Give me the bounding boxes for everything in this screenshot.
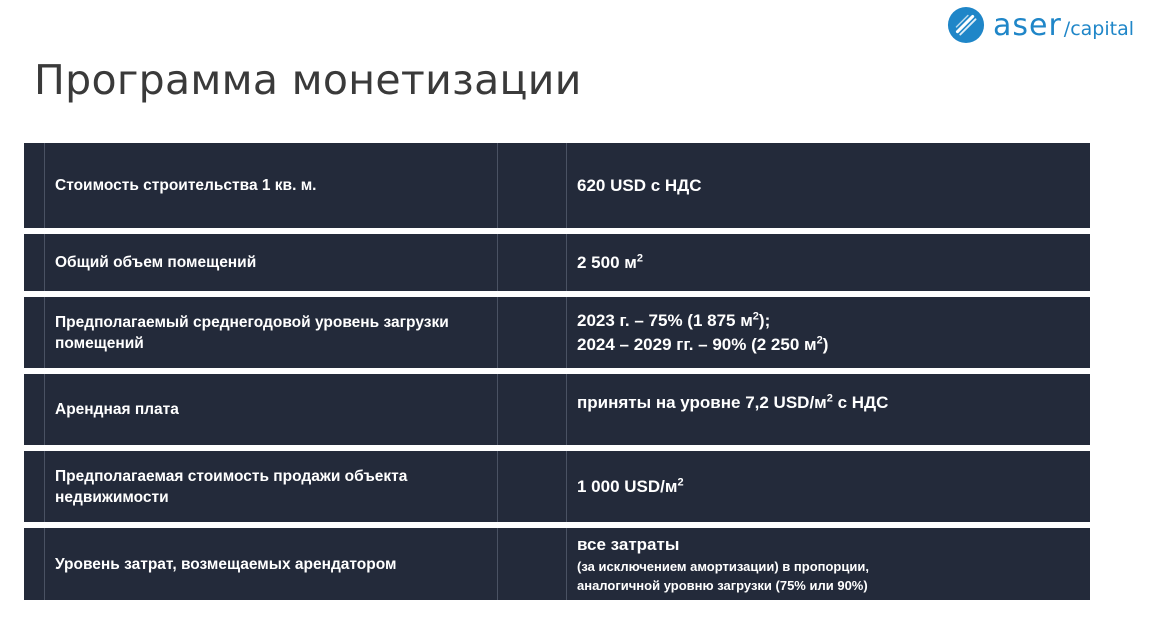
logo-text: [993, 8, 1134, 43]
row-label: Стоимость строительства 1 кв. м.: [45, 143, 498, 228]
row-spacer: [498, 451, 567, 522]
row-label: Предполагаемая стоимость продажи объекта недвижимости: [45, 451, 498, 522]
row-spacer: [498, 374, 567, 445]
area-unit-sup: 2: [826, 392, 833, 405]
logo-sub: /capital: [1063, 17, 1134, 40]
occupancy-2024-2029: [577, 333, 1090, 357]
area-unit-sup: 2: [636, 251, 643, 264]
table-row-occupancy: [24, 297, 1090, 368]
table-row-tenant-costs: [24, 528, 1090, 600]
row-label: Общий объем помещений: [45, 234, 498, 291]
rent-value-tail: с НДС: [832, 393, 889, 412]
row-value: [567, 528, 1090, 600]
row-label: Предполагаемый среднегодовой уровень загрузки помещений: [45, 297, 498, 368]
occupancy-2024-tail: ): [822, 334, 829, 354]
row-label: Арендная плата: [45, 374, 498, 445]
tenant-costs-note-2: аналогичной уровню загрузки (75% или 90%): [577, 578, 868, 593]
page-title: Программа монетизации: [34, 56, 582, 104]
row-gutter: [24, 528, 45, 600]
rent-value-text: приняты на уровне 7,2 USD/м: [577, 393, 827, 412]
construction-cost-value: 620 USD с НДС: [577, 175, 702, 195]
row-value: [567, 297, 1090, 368]
tenant-costs-value: все затраты: [577, 535, 680, 554]
row-gutter: [24, 374, 45, 445]
total-area-number: 2 500 м: [577, 252, 637, 272]
row-spacer: [498, 143, 567, 228]
total-area-value: [577, 251, 1090, 275]
rent-value: [577, 391, 1090, 415]
company-logo: [947, 6, 1134, 44]
table-row-construction-cost: [24, 143, 1090, 228]
sale-price-text: 1 000 USD/м: [577, 476, 678, 496]
table-row-rent: [24, 374, 1090, 445]
sale-price-value: [577, 475, 1090, 499]
row-value: [567, 451, 1090, 522]
row-value: [567, 143, 1090, 228]
row-label: Уровень затрат, возмещаемых арендатором: [45, 528, 498, 600]
table-row-sale-price: [24, 451, 1090, 522]
row-gutter: [24, 143, 45, 228]
row-gutter: [24, 451, 45, 522]
area-unit-sup: 2: [816, 333, 823, 346]
occupancy-2023: [577, 309, 1090, 333]
row-spacer: [498, 528, 567, 600]
area-unit-sup: 2: [752, 309, 759, 322]
tenant-costs-note-1: (за исключением амортизации) в пропорции,: [577, 559, 869, 574]
monetization-table: [24, 143, 1090, 600]
row-spacer: [498, 297, 567, 368]
occupancy-2023-tail: );: [758, 310, 771, 330]
logo-word: aser: [992, 7, 1062, 43]
occupancy-2024-text: 2024 – 2029 гг. – 90% (2 250 м: [577, 334, 817, 354]
area-unit-sup: 2: [677, 475, 684, 488]
row-spacer: [498, 234, 567, 291]
row-value: [567, 374, 1090, 445]
row-gutter: [24, 297, 45, 368]
occupancy-2023-text: 2023 г. – 75% (1 875 м: [577, 310, 753, 330]
aser-logo-icon: [947, 6, 985, 44]
row-gutter: [24, 234, 45, 291]
row-value: [567, 234, 1090, 291]
table-row-total-area: [24, 234, 1090, 291]
